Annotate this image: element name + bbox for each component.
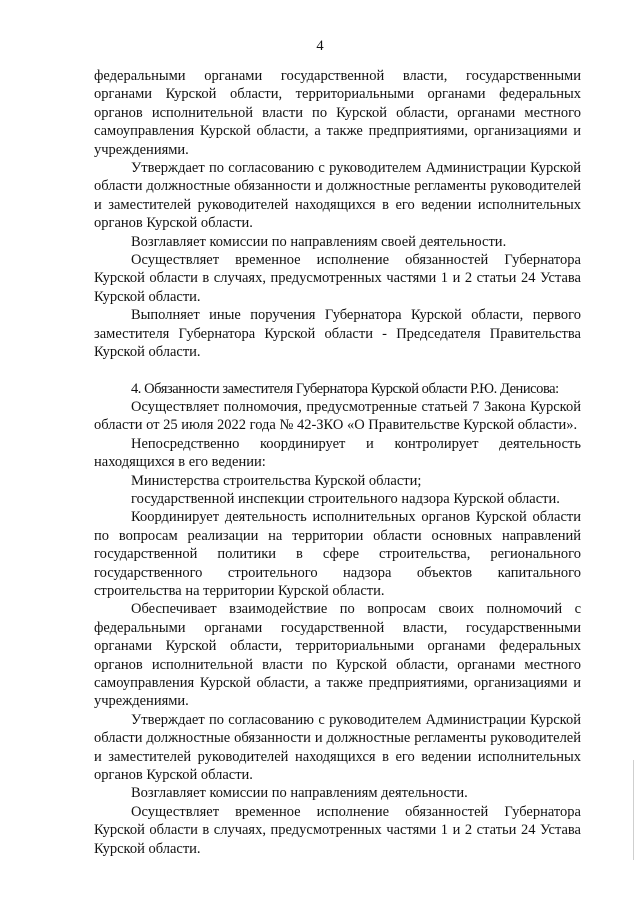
paragraph: Обеспечивает взаимодействие по вопросам своих полномочий с федеральными органами государственной власти, государственными органами Курской области, территориальными органами федеральных органов исполнительной власти по Курской области, органами местного самоуправления Курской области, а также предприятиями, организациями и учреждениями. [94,601,581,710]
document-body [94,67,581,858]
paragraph: Утверждает по согласованию с руководителем Администрации Курской области должностные обязанности и должностные регламенты руководителей и заместителей руководителей находящихся в его ведении исполнительных органов Курской области. [94,711,581,784]
scan-edge-line [633,760,634,860]
paragraph: Осуществляет полномочия, предусмотренные статьей 7 Закона Курской области от 25 июля 2022 года № 42-ЗКО «О Правительстве Курской области». [94,398,581,434]
list-item: Министерства строительства Курской области; [131,472,422,489]
paragraph: Координирует деятельность исполнительных органов Курской области по вопросам реализации на территории области основных направлений государственной политики в сфере строительства, регионального государственного строительного надзора объектов капитального строительства на территории Курской области. [94,509,581,599]
paragraph: Возглавляет комиссии по направлениям своей деятельности. [131,233,507,250]
paragraph: Непосредственно координирует и контролирует деятельность находящихся в его ведении: [94,435,581,471]
paragraph: Осуществляет временное исполнение обязанностей Губернатора Курской области в случаях, предусмотренных частями 1 и 2 статьи 24 Устава Курской области. [94,803,581,857]
paragraph: Утверждает по согласованию с руководителем Администрации Курской области должностные обязанности и должностные регламенты руководителей и заместителей руководителей находящихся в его ведении исполнительных органов Курской области. [94,160,581,232]
page-number: 4 [316,38,324,54]
paragraph: Возглавляет комиссии по направлениям деятельности. [131,785,468,802]
paragraph: федеральными органами государственной власти, государственными органами Курской области, территориальными органами федеральных органов исполнительной власти по Курской области, органами местного самоуправления Курской области, а также предприятиями, организациями и учреждениями. [94,68,581,158]
paragraph: Выполняет иные поручения Губернатора Курской области, первого заместителя Губернатора Курской области - Председателя Правительства Курской области. [94,307,581,361]
list-item: государственной инспекции строительного надзора Курской области. [131,490,560,507]
paragraph: Осуществляет временное исполнение обязанностей Губернатора Курской области в случаях, предусмотренных частями 1 и 2 статьи 24 Устава Курской области. [94,252,581,305]
section-heading: 4. Обязанности заместителя Губернатора Курской области Р.Ю. Денисова: [131,380,559,397]
